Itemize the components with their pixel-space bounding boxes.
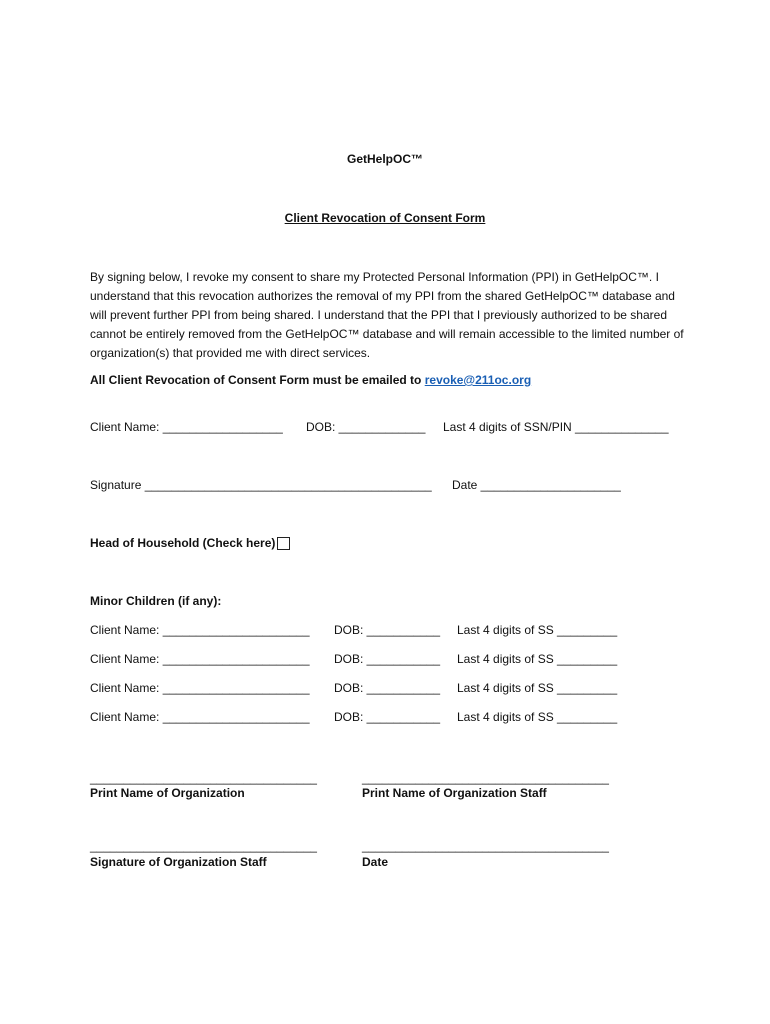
head-of-household-checkbox[interactable]: [277, 537, 290, 550]
email-notice-line: [90, 373, 531, 388]
staff-signature-line[interactable]: __________________________________: [90, 839, 317, 853]
minor-row-3-ss[interactable]: Last 4 digits of SS _________: [457, 681, 618, 695]
staff-date-line[interactable]: _____________________________________: [362, 839, 609, 853]
org-title: GetHelpOC™: [346, 152, 423, 166]
email-link[interactable]: revoke@211oc.org: [424, 373, 532, 387]
minor-row-3-name[interactable]: Client Name: ______________________: [90, 681, 310, 695]
client-name-field[interactable]: Client Name: __________________: [90, 420, 283, 434]
head-of-household-row: [90, 536, 290, 551]
form-title: Client Revocation of Consent Form: [284, 211, 486, 225]
head-of-household-label: Head of Household (Check here): [90, 536, 276, 550]
client-signature-field[interactable]: Signature ___________________________________________: [90, 478, 432, 492]
minor-row-4-name[interactable]: Client Name: ______________________: [90, 710, 310, 724]
client-date-field[interactable]: Date _____________________: [452, 478, 621, 492]
minor-row-1-name[interactable]: Client Name: ______________________: [90, 623, 310, 637]
date-label: Date: [362, 855, 389, 869]
client-ssn-field[interactable]: Last 4 digits of SSN/PIN ______________: [443, 420, 669, 434]
email-notice-text: All Client Revocation of Consent Form must be emailed to: [90, 373, 422, 387]
print-name-staff-label: Print Name of Organization Staff: [362, 786, 547, 800]
revocation-paragraph: By signing below, I revoke my consent to share my Protected Personal Information (PPI) in GetHelpOC™. I understand that this revocation authorizes the removal of my PPI from the shared GetHelpOC™ database and will prevent further PPI from being shared. I understand that the PPI that I previously authorized to be shared cannot be entirely removed from the GetHelpOC™ database and will remain accessible to the limited number of organization(s) that provided me with direct services.: [90, 270, 684, 360]
client-dob-field[interactable]: DOB: _____________: [306, 420, 426, 434]
org-staff-name-line[interactable]: _____________________________________: [362, 771, 609, 785]
signature-staff-label: Signature of Organization Staff: [90, 855, 267, 869]
minor-row-4-ss[interactable]: Last 4 digits of SS _________: [457, 710, 618, 724]
minor-row-1-ss[interactable]: Last 4 digits of SS _________: [457, 623, 618, 637]
minor-row-4-dob[interactable]: DOB: ___________: [334, 710, 441, 724]
minor-children-heading: Minor Children (if any):: [90, 594, 222, 608]
minor-row-3-dob[interactable]: DOB: ___________: [334, 681, 441, 695]
minor-row-2-name[interactable]: Client Name: ______________________: [90, 652, 310, 666]
minor-row-2-dob[interactable]: DOB: ___________: [334, 652, 441, 666]
print-name-org-label: Print Name of Organization: [90, 786, 245, 800]
minor-row-2-ss[interactable]: Last 4 digits of SS _________: [457, 652, 618, 666]
minor-row-1-dob[interactable]: DOB: ___________: [334, 623, 441, 637]
org-name-line[interactable]: __________________________________: [90, 771, 317, 785]
